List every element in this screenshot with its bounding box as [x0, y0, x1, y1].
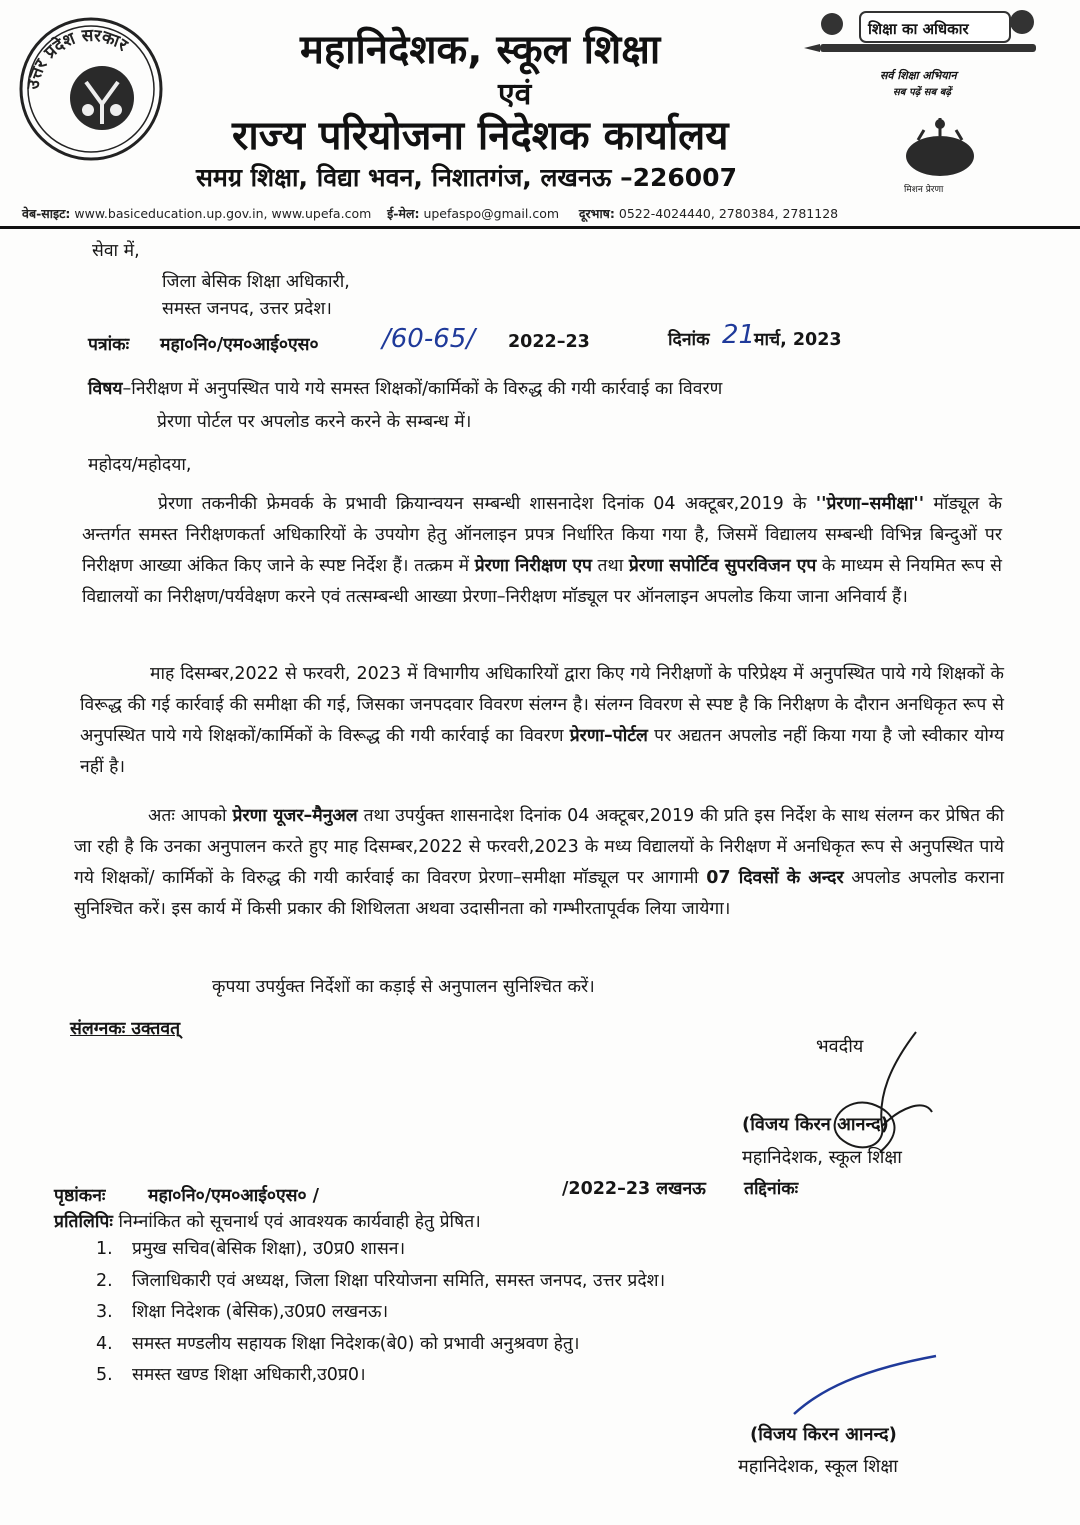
- body-paragraph-3: [74, 801, 1004, 925]
- list-item: [96, 1236, 996, 1268]
- date-label: दिनांक: [668, 330, 710, 350]
- up-government-seal: [16, 14, 166, 164]
- p3-text-a: अतः आपको: [148, 806, 233, 826]
- endorsement-year: /2022–23 लखनऊ: [562, 1179, 706, 1199]
- body-paragraph-4: कृपया उपर्युक्त निर्देशों का कड़ाई से अनुपालन सुनिश्चित करें।: [212, 977, 595, 997]
- reference-label: पत्रांकः: [88, 335, 130, 355]
- header-divider: [0, 226, 1080, 229]
- contact-line: [0, 205, 1080, 222]
- list-text: प्रमुख सचिव(बेसिक शिक्षा), उ0प्र0 शासन।: [132, 1239, 406, 1259]
- seal-text: उत्तर प्रदेश सरकार: [23, 25, 131, 91]
- signatory-designation-1: महानिदेशक, स्कूल शिक्षा: [742, 1147, 902, 1168]
- endorsement-date: तद्दिनांकः: [744, 1179, 799, 1199]
- copy-label: प्रतिलिपिः: [54, 1212, 113, 1232]
- ssa-text: सर्व शिक्षा अभियान: [880, 69, 957, 82]
- email-link[interactable]: upefaspo@gmail.com: [423, 206, 560, 221]
- reference-year: 2022–23: [508, 332, 590, 352]
- p2-prerna-portal: प्रेरणा–पोर्टल: [569, 726, 648, 746]
- subject-line1: –निरीक्षण में अनुपस्थित पाये गये समस्त शिक्षकों/कार्मिकों के विरुद्ध की गयी कार्रवाई का विवरण: [122, 379, 723, 399]
- list-number: 3.: [96, 1302, 113, 1322]
- list-number: 4.: [96, 1333, 113, 1354]
- list-item: [96, 1268, 996, 1300]
- p3-text-e: अपलोड अपलोड कराना सुनिश्चित करें। इस कार्य में किसी प्रकार की शिथिलता अथवा उदासीनता को गम्भीरतापूर्वक लिया जायेगा।: [74, 868, 1005, 919]
- signatory-name-1: (विजय किरन आनन्द): [742, 1114, 889, 1135]
- signatory-designation-2: महानिदेशक, स्कूल शिक्षा: [738, 1456, 898, 1477]
- header-title-line2: एवं: [498, 77, 532, 112]
- endorsement-prefix: महा०नि०/एम०आई०एस० /: [148, 1186, 320, 1206]
- list-item: [96, 1299, 996, 1331]
- list-text: शिक्षा निदेशक (बेसिक),उ0प्र0 लखनऊ।: [132, 1302, 389, 1322]
- closing-bhavdiya: भवदीय: [816, 1036, 864, 1057]
- p2-text-c: पर अद्यतन अपलोड नहीं किया गया है जो स्वीकार योग्य नहीं है।: [80, 726, 1004, 777]
- subject-label: विषय: [88, 379, 123, 399]
- handwritten-date-day: 21: [722, 320, 756, 350]
- header-title-line3: राज्य परियोजना निदेशक कार्यालय: [232, 113, 729, 159]
- list-text: समस्त खण्ड शिक्षा अधिकारी,उ0प्र0।: [132, 1365, 366, 1385]
- list-text: जिलाधिकारी एवं अध्यक्ष, जिला शिक्षा परियोजना समिति, समस्त जनपद, उत्तर प्रदेश।: [132, 1270, 666, 1291]
- recipient-line1: जिला बेसिक शिक्षा अधिकारी,: [162, 272, 350, 292]
- mission-prerna-logo: [896, 106, 986, 184]
- p3-deadline: 07 दिवसों के अन्दर: [706, 868, 844, 888]
- header-address: समग्र शिक्षा, विद्या भवन, निशातगंज, लखनऊ –226007: [196, 163, 737, 192]
- p1-supervision-app: प्रेरणा सपोर्टिव सुपरविजन एप: [628, 556, 817, 576]
- list-number: 2.: [96, 1270, 113, 1291]
- list-number: 1.: [96, 1239, 113, 1259]
- p1-text-a: प्रेरणा तकनीकी फ्रेमवर्क के प्रभावी क्रियान्वयन सम्बन्धी शासनादेश दिनांक 04 अक्टूबर,2019 के: [158, 494, 816, 514]
- list-text: समस्त मण्डलीय सहायक शिक्षा निदेशक(बे0) को प्रभावी अनुश्रवण हेतु।: [132, 1333, 580, 1354]
- seal-icon: [16, 14, 166, 164]
- mission-prerna-caption: मिशन प्रेरणा: [904, 185, 944, 195]
- endorsement-label: पृष्ठांकनः: [54, 1186, 106, 1206]
- enclosure: संलग्नकः उक्तवत्: [70, 1019, 181, 1039]
- recipient-line2: समस्त जनपद, उत्तर प्रदेश।: [162, 299, 332, 319]
- handwritten-letter-number: /60-65/: [382, 324, 476, 354]
- rte-logo-text: शिक्षा का अधिकार: [868, 20, 969, 38]
- p1-text-e: तथा: [591, 556, 629, 576]
- website-link[interactable]: www.basiceducation.up.gov.in, www.upefa.com: [74, 206, 372, 221]
- signature-mark-2: [790, 1350, 940, 1420]
- p1-text-g: के माध्यम से नियमित रूप से विद्यालयों का निरीक्षण/पर्यवेक्षण करने एवं तत्सम्बन्धी आख्या प्रेरणा–निरीक्षण मॉड्यूल पर ऑनलाइन अपलोड किया जाना अनिवार्य हैं।: [82, 556, 1003, 607]
- p3-text-c: तथा उपर्युक्त शासनादेश दिनांक 04 अक्टूबर,2019 की प्रति इस निर्देश के साथ संलग्न कर प्रेषित की जा रही है कि उनका अनुपालन करते हुए माह दिसम्बर,2022 से फरवरी,2023 के मध्य विद्यालयों के निरीक्षण में अनधिकृत रूप से अनुपस्थित पाये गये शिक्षकों/ कार्मिकों के विरुद्ध की गयी कार्रवाई का विवरण प्रेरणा–समीक्षा मॉड्यूल पर आगामी: [74, 806, 1004, 888]
- p1-nirikshan-app: प्रेरणा निरीक्षण एप: [474, 556, 592, 576]
- ssa-tagline: सब पढ़ें सब बढ़ें: [893, 87, 952, 98]
- website-label: वेब-साइट:: [22, 206, 71, 221]
- p1-text-c: मॉड्यूल के अन्तर्गत समस्त निरीक्षणकर्ता अधिकारियों के उपयोग हेतु ऑनलाइन प्रपत्र निर्धारित किया गया है, जिसमें विद्यालय सम्बन्धी विभिन्न बिन्दुओं पर निरीक्षण आख्या अंकित किए जाने के स्पष्ट निर्देश हैं। तत्क्रम में: [82, 494, 1002, 576]
- reference-prefix: महा०नि०/एम०आई०एस०: [160, 335, 319, 355]
- header-title-line1: महानिदेशक, स्कूल शिक्षा: [300, 27, 661, 73]
- phone-label: दूरभाष:: [578, 206, 615, 221]
- signatory-name-2: (विजय किरन आनन्द): [750, 1424, 897, 1445]
- recipient-to: सेवा में,: [92, 241, 140, 261]
- body-paragraph-2: [80, 659, 1004, 783]
- p1-prerna-samiksha: ''प्रेरणा–समीक्षा'': [815, 494, 925, 514]
- p3-user-manual: प्रेरणा यूजर–मैनुअल: [232, 806, 358, 826]
- copy-intro: निम्नांकित को सूचनार्थ एवं आवश्यक कार्यवाही हेतु प्रेषित।: [118, 1212, 481, 1232]
- greeting: महोदय/महोदया,: [88, 455, 192, 475]
- date-rest: मार्च, 2023: [754, 330, 842, 350]
- body-paragraph-1: [82, 489, 1002, 613]
- rte-logo: [800, 6, 1050, 66]
- pen-stroke-icon: [790, 1350, 940, 1420]
- list-number: 5.: [96, 1365, 113, 1385]
- p2-text-a: माह दिसम्बर,2022 से फरवरी, 2023 में विभागीय अधिकारियों द्वारा किए गये निरीक्षणों के परिप्रेक्ष्य में अनुपस्थित पाये गये शिक्षकों के विरूद्ध की गई कार्रवाई की समीक्षा की गई, जिसका जनपदवार विवरण संलग्न है। संलग्न विवरण से स्पष्ट है कि निरीक्षण के दौरान अनधिकृत रूप से अनुपस्थित पाये गये शिक्षकों/कार्मिकों के विरूद्ध की गयी कार्रवाई का विवरण: [80, 664, 1004, 746]
- subject-line2: प्रेरणा पोर्टल पर अपलोड करने करने के सम्बन्ध में।: [157, 412, 472, 432]
- phone-number: 0522-4024440, 2780384, 2781128: [618, 206, 839, 221]
- mission-prerna-icon: [896, 106, 986, 184]
- email-label: ई-मेल:: [387, 206, 420, 221]
